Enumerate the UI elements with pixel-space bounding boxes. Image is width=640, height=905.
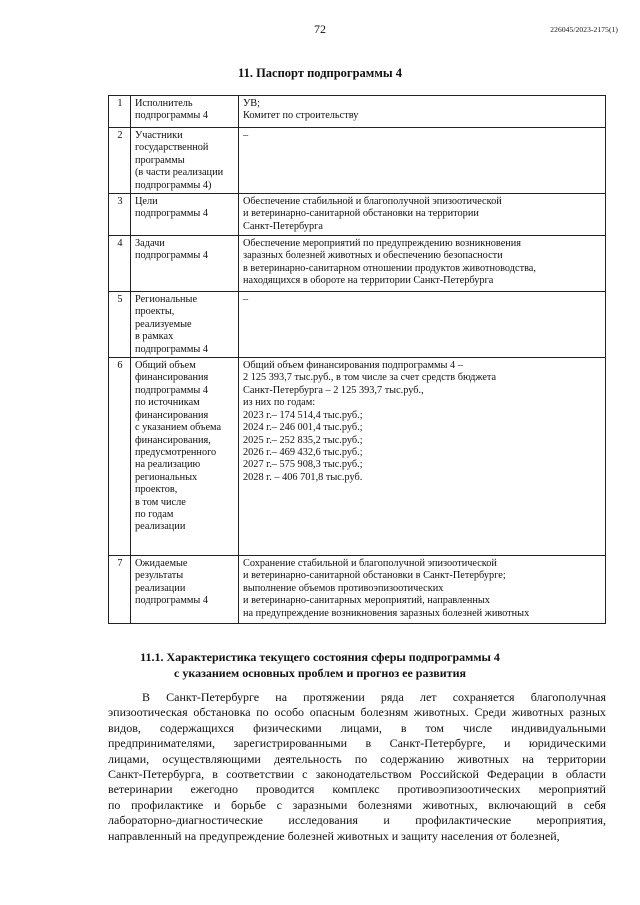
- row-name-line: программы: [135, 154, 185, 166]
- row-name-line: подпрограммы 4): [135, 179, 212, 191]
- row-value-line: на предупреждение возникновения заразных болезней животных: [243, 607, 530, 619]
- row-name-line: Исполнитель: [135, 98, 193, 109]
- row-name-line: проектов,: [135, 484, 178, 496]
- row-value-line: заразных болезней животных и обеспечению безопасности: [243, 250, 503, 262]
- row-name-line: результаты: [135, 570, 184, 582]
- row-name-line: финансирования: [135, 409, 209, 421]
- row-value: [239, 96, 606, 128]
- row-name-line: реализации: [135, 582, 186, 594]
- row-value-line: Сохранение стабильной и благополучной эпизоотической: [243, 558, 497, 570]
- row-name-line: в рамках: [135, 331, 174, 343]
- row-value: [239, 128, 606, 194]
- row-number: 5: [109, 292, 131, 358]
- row-name-line: (в части реализации: [135, 167, 224, 179]
- row-value-line: из них по годам:: [243, 397, 316, 409]
- row-name: [131, 194, 239, 236]
- passport-row: [109, 556, 606, 624]
- subsection-title-line-2: с указанием основных проблем и прогноз ее развития: [174, 666, 466, 680]
- row-name-line: государственной: [135, 142, 209, 154]
- passport-row: [109, 236, 606, 292]
- row-value-line: 2028 г. – 406 701,8 тыс.руб.: [243, 471, 363, 483]
- passport-row: [109, 96, 606, 128]
- row-value-line: и ветеринарно-санитарной обстановки в Санкт-Петербурге;: [243, 570, 506, 582]
- row-value-line: –: [243, 130, 249, 141]
- row-value-line: Обеспечение мероприятий по предупреждению возникновения: [243, 238, 522, 250]
- row-value-line: в ветеринарно-санитарном отношении продуктов животноводства,: [243, 262, 536, 274]
- body-line: Санкт-Петербурга, в соответствии с законодательством Российской Федерации в области: [108, 767, 606, 782]
- row-name-line: Региональные: [135, 294, 198, 306]
- body-line: лицами, осуществляющими деятельность по содержанию животных на территории: [108, 751, 606, 766]
- document-code: 226045/2023-2175(1): [550, 25, 618, 34]
- row-value: [239, 194, 606, 236]
- row-value-line: УВ;: [243, 98, 261, 109]
- row-name: [131, 292, 239, 358]
- row-name-line: реализуемые: [135, 318, 192, 330]
- row-number: 4: [109, 236, 131, 292]
- row-name-line: с указанием объема: [135, 422, 222, 434]
- row-name-line: подпрограммы 4: [135, 343, 209, 355]
- row-number: 6: [109, 358, 131, 556]
- row-name: [131, 556, 239, 624]
- row-value-line: Общий объем финансирования подпрограммы 4 –: [243, 360, 463, 372]
- row-value-line: выполнение объемов противоэпизоотических: [243, 582, 444, 594]
- row-name-line: финансирования: [135, 372, 209, 384]
- row-name-line: подпрограммы 4: [135, 208, 209, 220]
- page-number: 72: [314, 22, 326, 36]
- row-value-line: 2026 г.– 469 432,6 тыс.руб.;: [243, 446, 363, 458]
- row-value-line: 2025 г.– 252 835,2 тыс.руб.;: [243, 434, 363, 446]
- row-name-line: в том числе: [135, 496, 186, 508]
- row-name-line: Общий объем: [135, 360, 196, 372]
- row-name-line: Ожидаемые: [135, 558, 188, 570]
- body-line: по профилактике и борьбе с заразными болезнями животных, включающий в себя: [108, 797, 606, 812]
- row-value: [239, 556, 606, 624]
- row-value-line: –: [243, 294, 249, 306]
- passport-row: [109, 358, 606, 556]
- row-value-line: Санкт-Петербурга: [243, 220, 323, 232]
- passport-row: [109, 194, 606, 236]
- row-value-line: находящихся в обороте на территории Санкт-Петербурга: [243, 275, 494, 287]
- row-number: 2: [109, 128, 131, 194]
- row-name-line: подпрограммы 4: [135, 250, 209, 262]
- row-value-line: и ветеринарно-санитарной обстановки на территории: [243, 208, 479, 220]
- row-value: [239, 292, 606, 358]
- row-name-line: предусмотренного: [135, 446, 217, 458]
- row-name-line: региональных: [135, 471, 198, 483]
- body-line: лабораторно-диагностические исследования и профилактические мероприятия,: [108, 813, 606, 828]
- body-line: предпринимателями, зарегистрированными в Санкт-Петербурге, и юридическими: [108, 736, 606, 751]
- row-value-line: 2 125 393,7 тыс.руб., в том числе за счет средств бюджета: [243, 372, 497, 384]
- body-line: эпизоотическая обстановка по особо опасным болезням животных. Среди животных разных: [108, 705, 606, 720]
- passport-row: [109, 128, 606, 194]
- subsection-title: [0, 649, 640, 681]
- body-line: видов, содержащихся физическими лицами, в том числе индивидуальными: [108, 720, 606, 735]
- row-name: [131, 128, 239, 194]
- body-line: направленный на предупреждение болезней животных и защиту населения от болезней,: [108, 828, 560, 843]
- row-name-line: реализации: [135, 521, 186, 533]
- row-name-line: на реализацию: [135, 459, 201, 471]
- row-value-line: 2024 г.– 246 001,4 тыс.руб.;: [243, 422, 363, 434]
- row-name: [131, 96, 239, 128]
- passport-table: [108, 95, 606, 624]
- row-number: 7: [109, 556, 131, 624]
- row-name-line: подпрограммы 4: [135, 110, 209, 122]
- row-value-line: 2023 г.– 174 514,4 тыс.руб.;: [243, 409, 363, 421]
- row-value-line: 2027 г.– 575 908,3 тыс.руб.;: [243, 459, 363, 471]
- row-value-line: Комитет по строительству: [243, 110, 359, 122]
- row-value-line: Санкт-Петербурга – 2 125 393,7 тыс.руб.,: [243, 384, 424, 396]
- row-name-line: Цели: [135, 196, 158, 208]
- subsection-title-line-1: 11.1. Характеристика текущего состояния сферы подпрограммы 4: [140, 650, 500, 664]
- body-paragraph: [108, 690, 606, 844]
- row-name-line: финансирования,: [135, 434, 211, 446]
- section-title: 11. Паспорт подпрограммы 4: [238, 66, 402, 80]
- row-name-line: подпрограммы 4: [135, 595, 209, 607]
- row-value-line: и ветеринарно-санитарных мероприятий, направленных: [243, 595, 490, 607]
- row-name: [131, 236, 239, 292]
- row-name: [131, 358, 239, 556]
- row-number: 3: [109, 194, 131, 236]
- row-name-line: Задачи: [135, 238, 165, 250]
- passport-row: [109, 292, 606, 358]
- row-name-line: Участники: [135, 130, 183, 141]
- row-name-line: по источникам: [135, 397, 200, 409]
- row-name-line: подпрограммы 4: [135, 384, 209, 396]
- body-line: В Санкт-Петербурге на протяжении ряда лет сохраняется благополучная: [142, 690, 606, 704]
- row-name-line: по годам: [135, 508, 174, 520]
- row-value: [239, 358, 606, 556]
- body-line: ветеринарии ежегодно проводится комплекс противоэпизоотических мероприятий: [108, 782, 606, 797]
- row-name-line: проекты,: [135, 306, 175, 318]
- row-value-line: Обеспечение стабильной и благополучной эпизоотической: [243, 196, 502, 208]
- row-number: 1: [109, 96, 131, 128]
- row-value: [239, 236, 606, 292]
